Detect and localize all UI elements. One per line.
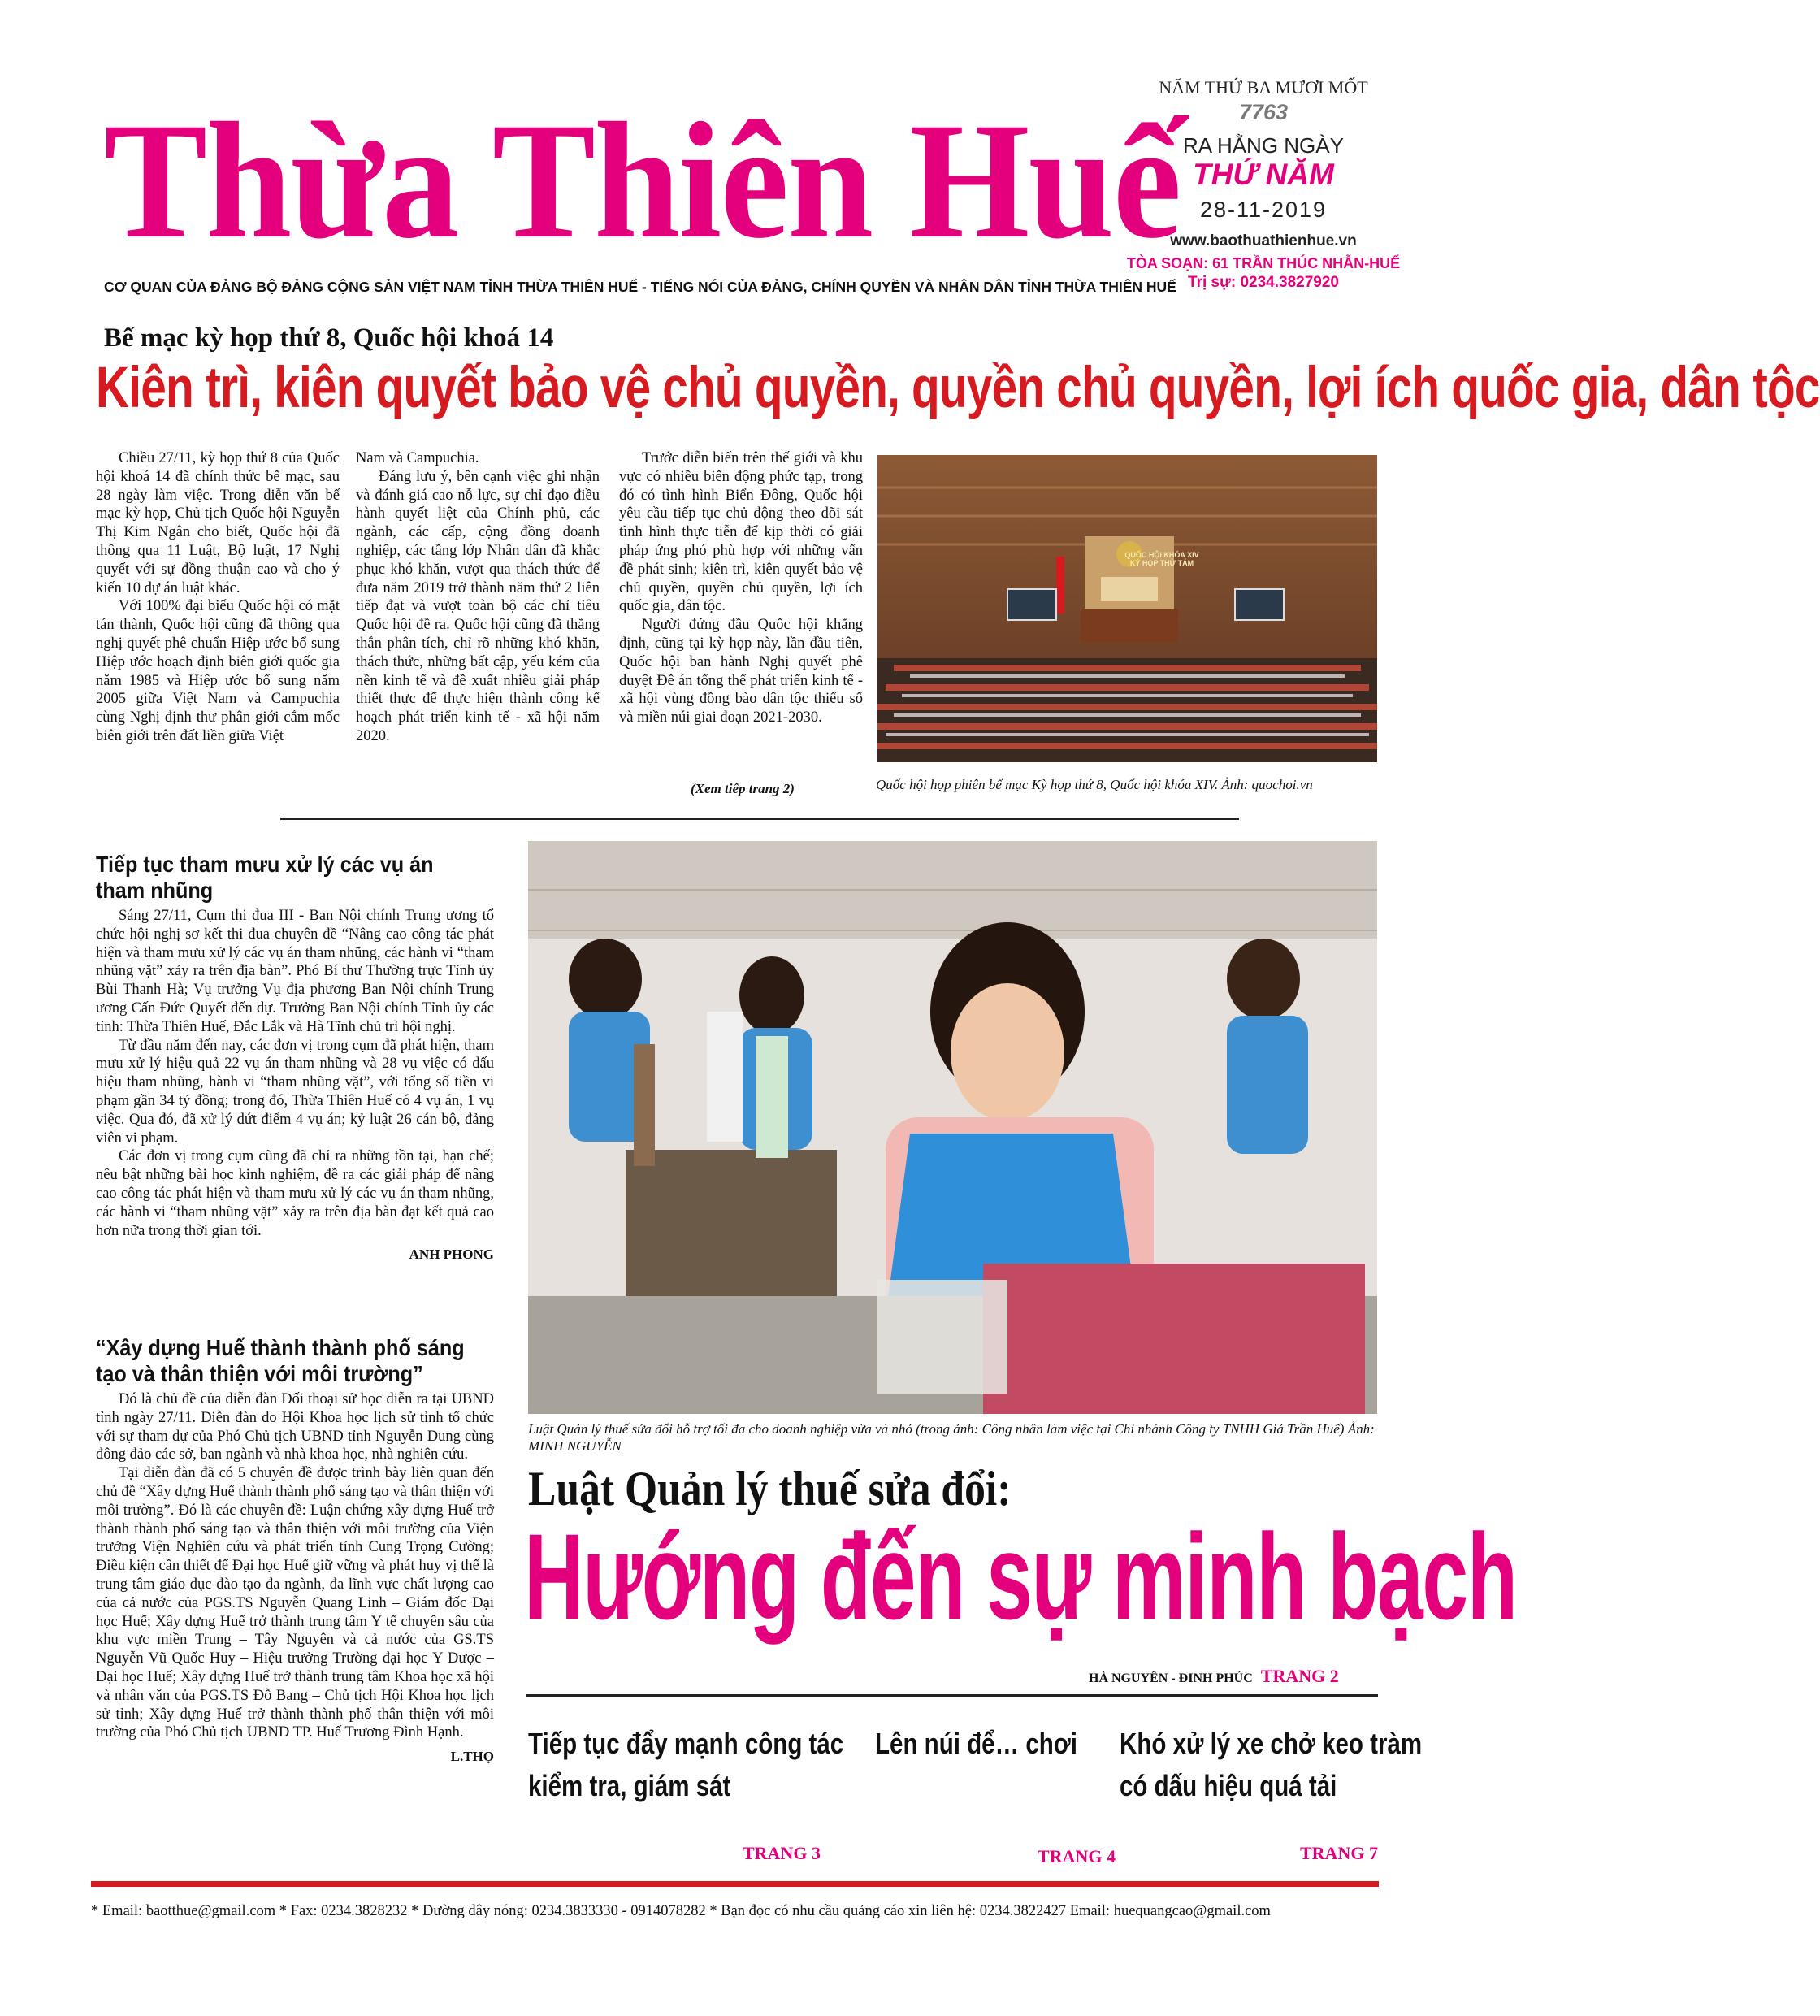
story-body [96, 907, 494, 1240]
lead-continued[interactable]: (Xem tiếp trang 2) [691, 781, 795, 796]
teaser-line: Khó xử lý xe chở keo tràm [1120, 1727, 1423, 1760]
frequency: RA HẰNG NGÀY [1183, 133, 1344, 158]
story-paragraph: Các đơn vị trong cụm cũng đã chỉ ra những tồn tại, hạn chế; nêu bật những bài học kinh nghiệm, đề ra các giải pháp để nâng cao công tác phát hiện và tham mưu xử lý các vụ án tham nhũng, các hành vi “tham nhũng vặt” xảy ra trên địa bàn đạt kết quả cao hơn nữa trong thời gian tới. [96, 1148, 494, 1239]
lead-paragraph: Với 100% đại biểu Quốc hội có mặt tán thành, Quốc hội cũng đã thông qua nghị quyết phê chuẩn Hiệp ước bổ sung Hiệp ước hoạch định biên giới quốc gia năm 1985 và Hiệp ước bổ sung năm 2005 giữa Việt Nam và Campuchia cùng Nghị định thư phân giới cắm mốc biên giới trên đất liền giữa Việt [96, 598, 340, 744]
feature-kicker: Luật Quản lý thuế sửa đổi: [528, 1462, 1012, 1515]
issue-number: 7763 [1238, 100, 1289, 124]
lead-column-3 [619, 449, 863, 727]
story-title: “Xây dựng Huế thành thành phố sáng tạo và thân thiện với môi trường” [96, 1335, 465, 1386]
teaser-line: Tiếp tục đẩy mạnh công tác [528, 1727, 844, 1760]
lead-kicker: Bế mạc kỳ họp thứ 8, Quốc hội khoá 14 [104, 323, 554, 353]
lead-column-2 [356, 449, 600, 746]
lead-column-1 [96, 449, 340, 746]
factory-photo [528, 841, 1377, 1414]
lead-paragraph: Người đứng đầu Quốc hội khẳng định, cũng tại kỳ họp này, lần đầu tiên, Quốc hội ban hành Nghị quyết phê duyệt Đề án tổng thể phát triển kinh tế - xã hội vùng đồng bào dân tộc thiểu số và miền núi giai đoạn 2021-2030. [619, 617, 863, 726]
teaser-page-ref[interactable]: TRANG 7 [1300, 1843, 1378, 1863]
story-paragraph: Sáng 27/11, Cụm thi đua III - Ban Nội chính Trung ương tổ chức hội nghị sơ kết thi đua chuyên đề “Nâng cao công tác phát hiện và tham mưu xử lý các vụ án tham nhũng, các hành vi “tham nhũng vặt” xảy ra trên địa bàn”. Phó Bí thư Thường trực Tỉnh ủy Bùi Thanh Hà; Vụ trưởng Vụ địa phương Ban Nội chính Trung ương Cấn Đức Quyết đến dự. Trưởng Ban Nội chính Tỉnh ủy các tỉnh: Thừa Thiên Huế, Đắc Lắk và Hà Tĩnh chủ trì hội nghị. [96, 908, 494, 1035]
story-body [96, 1390, 494, 1742]
teaser-line: Lên núi để… chơi [875, 1727, 1077, 1760]
office-phone: Trị sự: 0234.3827920 [1188, 274, 1339, 291]
feature-page-ref[interactable]: TRANG 2 [1260, 1666, 1339, 1686]
masthead-tagline: CƠ QUAN CỦA ĐẢNG BỘ ĐẢNG CỘNG SẢN VIỆT NAM TỈNH THỪA THIÊN HUẾ - TIẾNG NÓI CỦA ĐẢNG, CHÍNH QUYỀN VÀ NHÂN DÂN TỈNH THỪA THIÊN HUẾ [104, 279, 1176, 295]
parliament-photo [878, 455, 1377, 762]
parliament-hall-illustration [878, 455, 1377, 762]
factory-photo-caption: Luật Quản lý thuế sửa đổi hỗ trợ tối đa cho doanh nghiệp vừa và nhỏ (trong ảnh: Công nhân làm việc tại Chi nhánh Công ty TNHH Giả Trần Huế) Ảnh: MINH NGUYỄN [528, 1421, 1375, 1454]
story-byline: L.THỌ [450, 1749, 494, 1765]
story-paragraph: Đó là chủ đề của diễn đàn Đối thoại sử học diễn ra tại UBND tỉnh ngày 27/11. Diễn đàn do Hội Khoa học lịch sử tỉnh tổ chức với sự tham dự của Phó Chủ tịch UBND tỉnh Nguyễn Dung cùng đông đảo các sở, ban ngành và nhà khoa học, nhà nghiên cứu. [96, 1391, 494, 1463]
teaser-line: có dấu hiệu quá tải [1120, 1769, 1337, 1802]
teaser-page-ref[interactable]: TRANG 3 [743, 1843, 821, 1863]
story-paragraph: Từ đầu năm đến nay, các đơn vị trong cụm đã phát hiện, tham mưu xử lý hiệu quả 22 vụ án tham nhũng và 28 vụ việc có dấu hiệu tham nhũng, hành vi “tham nhũng vặt”, với tổng số tiền vi phạm gần 34 tỷ đồng; trong đó, Thừa Thiên Huế có 4 vụ án, 1 vụ việc. Qua đó, đã xử lý dứt điểm 4 vụ án; kỷ luật 26 cán bộ, đảng viên vi phạm. [96, 1037, 494, 1147]
masthead-title: Thừa Thiên Huế [104, 89, 1181, 273]
garment-workers-illustration [528, 841, 1377, 1414]
teaser-page-ref[interactable]: TRANG 4 [1038, 1846, 1116, 1866]
photo-banner: QUỐC HỘI KHÓA XIV KỲ HỌP THỨ TÁM [1124, 551, 1199, 567]
feature-credit [1089, 1666, 1339, 1687]
footer-contacts: * Email: baotthue@gmail.com * Fax: 0234.3828232 * Đường dây nóng: 0234.3833330 - 0914078282 * Bạn đọc có nhu cầu quảng cáo xin liên hệ: 0234.3822427 Email: huequangcao@gmail.com [91, 1903, 1271, 1919]
story-paragraph: Tại diễn đàn đã có 5 chuyên đề được trình bày liên quan đến chủ đề “Xây dựng Huế thành thành phố sáng tạo và thân thiện với môi trường”. Đó là các chuyên đề: Luận chứng xây dựng Huế trở thành thành phố sáng tạo và thân thiện với môi trường của Viện trưởng Viện Nghiên cứu và phát triển tỉnh Cung Trọng Cường; Điều kiện cần thiết để Đại học Huế giữ vững và phát huy vị thế là trung tâm giáo dục đào tạo đa ngành, đa lĩnh vực chất lượng cao của cả nước của PGS.TS Nguyễn Quang Linh – Giám đốc Đại học Huế; Xây dựng Huế trở thành trung tâm Y tế chuyên sâu của khu vực miền Trung – Tây Nguyên và cả nước của GS.TS Nguyễn Vũ Quốc Huy – Hiệu trưởng Trường đại học Y Dược – Đại học Huế; Xây dựng Huế trở thành trung tâm Khoa học xã hội và nhân văn của PGS.TS Đỗ Bang – Chủ tịch Hội Khoa học lịch sử tỉnh; Xây dựng Huế trở thành thành phố thân thiện với môi trường của Phó Chủ tịch UBND TP. Huế Trương Đình Hạnh. [96, 1465, 494, 1741]
story-byline: ANH PHONG [409, 1246, 494, 1263]
story-title: Tiếp tục tham mưu xử lý các vụ án tham nhũng [96, 852, 434, 903]
lead-paragraph: Nam và Campuchia. [356, 450, 479, 466]
footer-rule [91, 1881, 1379, 1887]
story-anti-corruption [96, 852, 494, 1263]
lead-headline: Kiên trì, kiên quyết bảo vệ chủ quyền, quyền chủ quyền, lợi ích quốc gia, dân tộc [96, 356, 1820, 420]
parliament-photo-caption: Quốc hội họp phiên bế mạc Kỳ họp thứ 8, Quốc hội khóa XIV. Ảnh: quochoi.vn [876, 777, 1313, 792]
teaser-line: kiểm tra, giám sát [528, 1769, 731, 1802]
section-divider [280, 818, 1239, 820]
story-creative-city [96, 1335, 494, 1765]
teaser-trucks[interactable] [1120, 1723, 1422, 1807]
lead-paragraph: Đáng lưu ý, bên cạnh việc ghi nhận và đánh giá cao nỗ lực, sự chỉ đạo điều hành quyết liệt của Chính phủ, các ngành, các cấp, cộng đồng doanh nghiệp, các tầng lớp Nhân dân đã khắc phục khó khăn, vượt qua thách thức để đưa năm 2019 trở thành năm thứ 2 liên tiếp đạt và vượt toàn bộ các chỉ tiêu Quốc hội đề ra. Quốc hội cũng đã thẳng thắn phân tích, chỉ rõ những khó khăn, thách thức, những bất cập, yếu kém của nền kinh tế và đề xuất nhiều giải pháp thiết thực để thực hiện thành công kế hoạch phát triển kinh tế - xã hội năm 2020. [356, 468, 600, 744]
feature-divider [526, 1694, 1378, 1697]
year-label: NĂM THỨ BA MƯƠI MỐT [1159, 77, 1368, 98]
feature-headline: Hướng đến sự minh bạch [524, 1508, 1517, 1645]
teaser-mountain[interactable] [875, 1723, 1077, 1765]
issue-date: 28-11-2019 [1199, 197, 1328, 222]
office-address: TÒA SOẠN: 61 TRẦN THÚC NHẪN-HUẾ [1126, 255, 1401, 271]
lead-paragraph: Trước diễn biến trên thế giới và khu vực có nhiều biến động phức tạp, trong đó có tình hình Biển Đông, Quốc hội yêu cầu tiếp tục chủ động theo dõi sát tình hình thực tiễn để kịp thời có giải pháp ứng phó phù hợp với những vấn đề phát sinh; kiên trì, kiên quyết bảo vệ chủ quyền, quyền chủ quyền, lợi ích quốc gia, dân tộc. [619, 450, 863, 615]
feature-byline: HÀ NGUYÊN - ĐINH PHÚC [1089, 1671, 1253, 1685]
weekday: THỨ NĂM [1193, 158, 1334, 191]
masthead-info [1113, 77, 1414, 292]
website[interactable]: www.baothuathienhue.vn [1170, 232, 1357, 249]
lead-paragraph: Chiều 27/11, kỳ họp thứ 8 của Quốc hội khoá 14 đã chính thức bế mạc, sau 28 ngày làm việc. Trong diễn văn bế mạc kỳ họp, Chủ tịch Quốc hội Nguyễn Thị Kim Ngân cho biết, Quốc hội đã thông qua 11 Luật, Bộ luật, 17 Nghị quyết với sự đồng thuận cao và cho ý kiến 10 dự án luật khác. [96, 450, 340, 596]
teaser-inspection[interactable] [528, 1723, 843, 1807]
